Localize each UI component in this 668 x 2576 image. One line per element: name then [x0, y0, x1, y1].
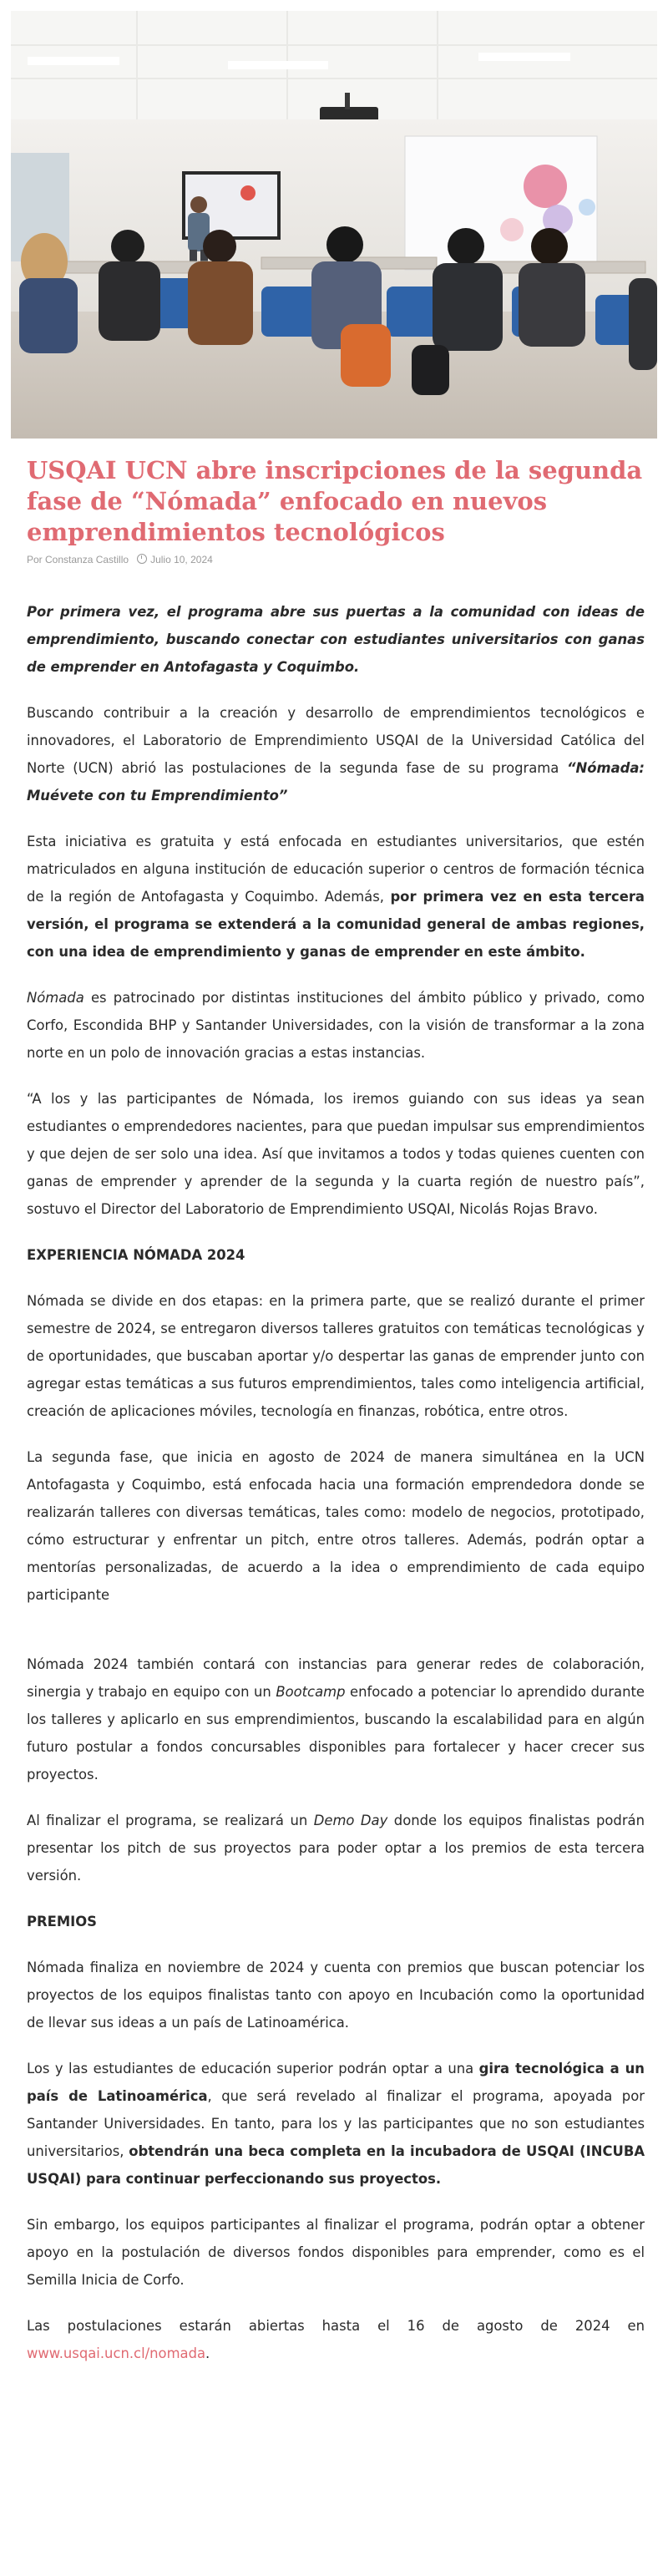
article-title: USQAI UCN abre inscripciones de la segunda fase de “Nómada” enfocado en nuevos emprendimientos tecnológicos [27, 456, 643, 546]
p2-text: Esta iniciativa es gratuita y está enfocada en estudiantes universitarios, que estén matriculados en alguna institución de educación superior o centros de formación técnica de la región de Antofagasta y Coquimbo. Además, [27, 834, 645, 905]
paragraph-8 [27, 1807, 645, 1889]
paragraph-12 [27, 2312, 645, 2367]
lead-paragraph: Por primera vez, el programa abre sus puertas a la comunidad con ideas de emprendimiento, buscando conectar con estudiantes universitarios con ganas de emprender en Antofagasta y Coquimbo. [27, 604, 645, 675]
p2-bold: por primera vez en esta tercera versión, el programa se extenderá a la comunidad general de ambas regiones, con una idea de emprendimiento y ganas de emprender en este ámbito. [27, 889, 645, 960]
paragraph-2 [27, 828, 645, 966]
paragraph-9: Nómada finaliza en noviembre de 2024 y cuenta con premios que buscan potenciar los proyectos de los equipos finalistas tanto con apoyo en Incubación como la oportunidad de llevar sus ideas a un país de Latinoamérica. [27, 1960, 645, 2031]
paragraph-6: La segunda fase, que inicia en agosto de 2024 de manera simultánea en la UCN Antofagasta y Coquimbo, está enfocada hacia una formación emprendedora donde se realizarán talleres con diversas temáticas, tales como: modelo de negocios, prototipado, cómo estructurar y enfrentar un pitch, entre otros talleres. Además, podrán optar a mentorías personalizadas, de acuerdo a la idea o emprendimiento de cada equipo participante [27, 1449, 645, 1603]
publish-date: Julio 10, 2024 [150, 554, 213, 565]
p3-italic: Nómada [27, 990, 84, 1006]
p10-bold-d: obtendrán una beca completa en la incubadora de USQAI (INCUBA USQAI) para continuar perfeccionando sus proyectos. [27, 2143, 645, 2187]
paragraph-5: Nómada se divide en dos etapas: en la primera parte, que se realizó durante el primer semestre de 2024, se entregaron diversos talleres gratuitos con temáticas tecnológicas y de oportunidades, que buscaban aportar y/o despertar las ganas de emprender junto con agregar estas temáticas a sus futuros emprendimientos, tales como inteligencia artificial, creación de aplicaciones móviles, tecnología en finanzas, robótica, entre otros. [27, 1293, 645, 1419]
section-heading-premios: PREMIOS [27, 1914, 97, 1929]
p10-bold-b: gira tecnológica a un país de Latinoamérica [27, 2061, 645, 2104]
p7-italic: Bootcamp [276, 1684, 346, 1700]
p10-text-a: Los y las estudiantes de educación superior podrán optar a una [27, 2061, 479, 2077]
nomada-link[interactable]: www.usqai.ucn.cl/nomada [27, 2345, 206, 2361]
p3-text: es patrocinado por distintas instituciones del ámbito público y privado, como Corfo, Escondida BHP y Santander Universidades, con la visión de transformar a la zona norte en un polo de innovación gracias a estas instancias. [27, 990, 645, 1061]
paragraph-10 [27, 2055, 645, 2193]
p8-text-c: donde los equipos finalistas podrán presentar los pitch de sus proyectos para poder optar a los premios de esta tercera versión. [27, 1813, 645, 1884]
paragraph-3 [27, 984, 645, 1067]
section-heading-experiencia: EXPERIENCIA NÓMADA 2024 [27, 1247, 245, 1263]
p7-text-c: enfocado a potenciar lo aprendido durante los talleres y aplicarlo en sus emprendimientos, buscando la escalabilidad para en algún futuro postular a fondos concursables disponibles para fortalecer y hacer crecer sus proyectos. [27, 1684, 645, 1782]
clock-icon [137, 554, 147, 564]
article-meta [27, 554, 213, 565]
paragraph-11: Sin embargo, los equipos participantes al finalizar el programa, podrán optar a obtener apoyo en la postulación de diversos fondos disponibles para emprender, como es el Semilla Inicia de Corfo. [27, 2217, 645, 2288]
paragraph-4-quote: “A los y las participantes de Nómada, los iremos guiando con sus ideas ya sean estudiantes o emprendedores nacientes, para que puedan impulsar sus emprendimientos y que dejen de ser solo una idea. Así que invitamos a todos y todas quienes cuenten con ganas de emprender y aprender de la segunda y la cuarta región de nuestro país”, sostuvo el Director del Laboratorio de Emprendimiento USQAI, Nicolás Rojas Bravo. [27, 1091, 645, 1217]
date-wrap [137, 554, 213, 565]
hero-image [11, 11, 657, 439]
author-byline: Por Constanza Castillo [27, 554, 129, 565]
p1-text: Buscando contribuir a la creación y desarrollo de emprendimientos tecnológicos e innovadores, el Laboratorio de Emprendimiento USQAI de la Universidad Católica del Norte (UCN) abrió las postulaciones de la segunda fase de su programa [27, 705, 645, 776]
spacer [27, 1627, 645, 1651]
p1-program-name: “Nómada: Muévete con tu Emprendimiento” [27, 760, 645, 804]
p10-text-c: , que será revelado al finalizar el programa, apoyada por Santander Universidades. En tanto, para los y las participantes que no son estudiantes universitarios, [27, 2088, 645, 2159]
p8-text-a: Al finalizar el programa, se realizará un [27, 1813, 314, 1828]
article-body [27, 598, 645, 2386]
p8-italic: Demo Day [313, 1813, 388, 1828]
paragraph-1 [27, 699, 645, 809]
p7-text-a: Nómada 2024 también contará con instancias para generar redes de colaboración, sinergia y trabajo en equipo con un [27, 1656, 645, 1700]
paragraph-7 [27, 1651, 645, 1788]
p12-text: Las postulaciones estarán abiertas hasta el 16 de agosto de 2024 en [27, 2318, 645, 2334]
p12-period: . [205, 2345, 210, 2361]
